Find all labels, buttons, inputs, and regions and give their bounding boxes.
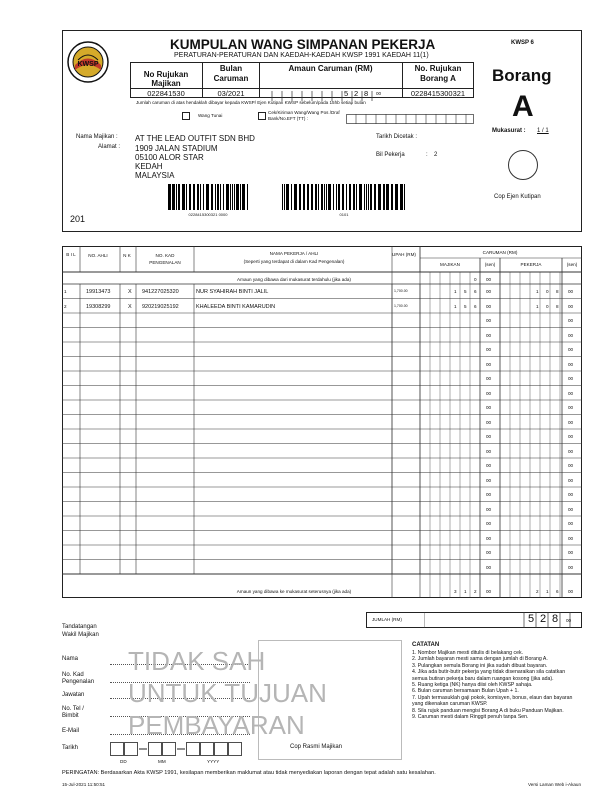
kwsp-logo	[66, 40, 110, 84]
cheque-label: Cek/Kiriman Wang/Wang Pos /Draf Bank/No.EFT (TT) :	[268, 110, 340, 121]
total-pekerja-digit-1: 2	[536, 589, 539, 594]
payment-note: Jumlah caruman di atas hendaklah dibayar kepada KWSP/ Ejen Kutipan KWSP sebelum/pada 15hb setiap bulan	[136, 100, 366, 105]
col-bil-header: B I L	[66, 252, 76, 257]
kad-label: No. Kad Pengenalan	[62, 672, 95, 685]
row-empty-sen1: 00	[486, 390, 492, 396]
catatan-item: 4. Jika ada butir-butir pekerja yang tidak disenaraikan sila catatkan semua butiran pekerja baru dalam ruangan kosong (jika ada).	[412, 669, 566, 682]
address-line-4: MALAYSIA	[135, 171, 175, 180]
workers-label: Bil Pekerja	[376, 152, 405, 158]
cash-checkbox[interactable]	[182, 112, 190, 120]
cheque-number-cells	[346, 111, 474, 121]
row-empty-sen2: 00	[568, 550, 574, 555]
ref-amaun-digit-1: 5	[344, 89, 349, 98]
row-empty-sen2: 00	[568, 477, 574, 483]
total-pekerja-digit-3: 6	[556, 589, 559, 594]
col-majikan-header: MAJIKAN	[440, 262, 460, 267]
employer-name: AT THE LEAD OUTFIT SDN BHD	[135, 134, 255, 143]
row-pekerja-digit: 0	[546, 303, 549, 309]
catatan-item: 8. Sila rujuk panduan mengisi Borang A di buku Panduan Majikan.	[412, 707, 564, 714]
ref-bulan-value: 03/2021	[217, 89, 245, 98]
ref-borang-value: 0228415300321	[410, 89, 466, 98]
barcode-2	[282, 184, 406, 214]
jumlah-sen: 00	[566, 618, 572, 623]
ref-amaun-header: Amaun Caruman (RM)	[288, 64, 373, 73]
workers-sep: :	[426, 152, 428, 158]
col-pekerja-header: PEKERJA	[520, 262, 542, 267]
row-nk: X	[128, 289, 132, 295]
row-empty-sen2: 00	[568, 332, 574, 338]
row-empty-sen1: 00	[486, 550, 492, 555]
col-sen1-header: (sen)	[484, 262, 496, 267]
row-empty-sen1: 00	[486, 434, 492, 439]
row-sen2: 00	[568, 289, 574, 294]
col-nama-subheader: (Seperti yang terdapat di dalam Kad Pengenalan)	[243, 259, 345, 264]
form-code: KWSP 6	[511, 40, 534, 46]
jumlah-digit-2: 2	[540, 613, 547, 625]
row-nama: KHALEEDA BINTI KAMARUDIN	[196, 303, 276, 310]
ref-amaun-sen: 00	[376, 91, 382, 96]
date-input-boxes[interactable]	[110, 742, 250, 756]
jawatan-label: Jawatan	[62, 692, 85, 698]
jumlah-cells	[424, 612, 582, 628]
watermark-line-3: PEMBAYARAN	[128, 710, 305, 740]
ref-borang-header: No. Rujukan Borang A	[414, 64, 462, 83]
catatan-item: 2. Jumlah bayaran mesti sama dengan jumlah di Borang A.	[412, 656, 548, 663]
row-upah: 1,700.00	[394, 289, 408, 293]
row-pekerja-digit: 8	[556, 303, 559, 309]
row-nk: X	[128, 303, 132, 310]
row-empty-sen2: 00	[568, 463, 574, 468]
col-nk-header: N K	[123, 253, 131, 258]
total-pekerja-digit-2: 1	[546, 589, 549, 594]
address-line-1: 1909 JALAN STADIUM	[135, 144, 218, 153]
row-empty-sen2: 00	[568, 564, 574, 570]
total-majikan-digit-2: 1	[464, 589, 467, 594]
row-pekerja-digit: 1	[536, 303, 539, 309]
row-empty-sen2: 00	[568, 448, 574, 454]
address-line-2: 05100 ALOR STAR	[135, 153, 204, 162]
total-sen2: 00	[568, 589, 574, 594]
total-carried-label: Amaun yang dibawa ke mukasurat seterusnya (jika ada)	[236, 589, 352, 594]
row-sen2: 00	[568, 303, 574, 309]
total-majikan-digit-1: 3	[454, 589, 457, 594]
row-empty-sen2: 00	[568, 506, 574, 512]
workers-value: 2	[434, 152, 438, 158]
catatan-item: 5. Ruang ketiga (NK) hanya diisi oleh KWSP sahaja.	[412, 682, 533, 689]
row-empty-sen2: 00	[568, 318, 574, 323]
col-nama-header: NAMA PEKERJA / AHLI	[269, 251, 319, 256]
row-nama: NUR SYAHIRAH BINTI JALIL	[196, 289, 269, 295]
cop-stamp-circle	[508, 150, 538, 180]
col-no-ahli-header: NO. AHLI	[88, 253, 108, 258]
carried-forward-label: Amaun yang dibawa dari mukasurat terdahulu (jika ada)	[237, 277, 351, 282]
catatan-item: 1. Nombor Majikan mesti ditulis di belakang cek.	[412, 650, 524, 656]
cop-label: Cop Ejen Kutipan	[494, 194, 541, 200]
row-empty-sen1: 00	[486, 405, 492, 410]
row-sen1: 00	[486, 303, 492, 309]
barcode-1-text: 0228415300321 0000	[188, 212, 228, 217]
mukasurat-label: Mukasurat :	[492, 128, 526, 134]
svg-text:KWSP: KWSP	[77, 61, 99, 68]
row-pekerja-digit: 1	[536, 289, 539, 294]
watermark-line-2: UNTUK TUJUAN	[128, 678, 327, 708]
printed-timestamp: 15-Jul-2021 11:50:51	[62, 782, 106, 787]
row-majikan-digit: 6	[474, 289, 477, 294]
col-sen2-header: (sen)	[566, 262, 578, 267]
col-kad-header: NO. KAD PENGENALAN	[149, 253, 181, 265]
row-kad: 941227025320	[142, 289, 179, 295]
row-kad: 920219025192	[142, 303, 179, 310]
row-no-ahli: 19913473	[86, 289, 111, 295]
signature-label-2: Wakil Majikan	[62, 632, 99, 638]
address-line-3: KEDAH	[135, 162, 163, 171]
ref-amaun-digit-3: 8	[364, 89, 369, 98]
row-empty-sen1: 00	[486, 521, 492, 526]
row-majikan-digit: 5	[464, 289, 467, 294]
col-upah-header: UPAH (RM)	[392, 252, 416, 257]
cash-label: Wang Tunai	[198, 113, 223, 118]
email-label: E-Mail	[62, 728, 80, 734]
row-number: 201	[70, 214, 86, 224]
row-empty-sen1: 00	[486, 332, 492, 338]
signature-label-1: Tandatangan	[62, 624, 97, 630]
col-caruman-header: CARUMAN (RM)	[482, 250, 518, 255]
row-empty-sen1: 00	[486, 463, 492, 468]
catatan-list	[412, 650, 582, 720]
employer-address-label: Alamat :	[98, 144, 121, 150]
web-version-label: Versi Laman Web i-Akaun	[528, 782, 582, 787]
row-empty-sen2: 00	[568, 347, 574, 352]
row-empty-sen2: 00	[568, 434, 574, 439]
ref-bulan-header: Bulan Caruman	[213, 64, 249, 83]
page-title: KUMPULAN WANG SIMPANAN PEKERJA	[170, 37, 436, 52]
barcode-1	[168, 184, 248, 214]
official-stamp-label: Cop Rasmi Majikan	[290, 744, 343, 750]
tel-label: No. Tel / Bimbit	[62, 706, 84, 719]
borang-label: Borang	[492, 66, 552, 85]
row-empty-sen1: 00	[486, 535, 492, 541]
row-empty-sen1: 00	[486, 477, 492, 483]
borang-letter: A	[512, 90, 534, 123]
row-pekerja-digit: 0	[546, 289, 549, 294]
peringatan-text: PERINGATAN: Berdasarkan Akta KWSP 1991, kesilapan memberikan maklumat atau tidak menyediakan laporan dengan tepat adalah satu kesalahan.	[62, 770, 436, 776]
page-subtitle: PERATURAN-PERATURAN DAN KAEDAH-KAEDAH KWSP 1991 KAEDAH 11(1)	[174, 52, 429, 59]
catatan-item: 9. Caruman mesti dalam Ringgit penuh tanpa Sen.	[412, 714, 529, 721]
row-empty-sen2: 00	[568, 521, 574, 526]
row-bil: 2	[64, 303, 67, 309]
ref-amaun-digit-cells	[262, 88, 392, 98]
row-empty-sen2: 00	[568, 390, 574, 396]
barcode-2-text: 0101	[339, 212, 349, 217]
row-empty-sen1: 00	[486, 376, 492, 381]
row-empty-sen1: 00	[486, 506, 492, 512]
ref-majikan-header: No Rujukan Majikan	[143, 70, 189, 88]
ref-amaun-digit-2: 2	[354, 89, 359, 98]
jumlah-label: JUMLAH (RM)	[372, 617, 402, 622]
watermark-line-1: TIDAK SAH	[128, 646, 266, 676]
row-empty-sen1: 00	[486, 318, 492, 323]
row-empty-sen1: 00	[486, 347, 492, 352]
jumlah-digit-3: 8	[552, 613, 559, 625]
total-majikan-digit-3: 2	[474, 589, 477, 594]
catatan-title: CATATAN	[412, 642, 440, 648]
row-empty-sen2: 00	[568, 376, 574, 381]
row-empty-sen1: 00	[486, 564, 492, 570]
row-empty-sen2: 00	[568, 405, 574, 410]
row-empty-sen1: 00	[486, 492, 492, 497]
row-empty-sen2: 00	[568, 492, 574, 497]
row-empty-sen1: 00	[486, 448, 492, 454]
row-majikan-digit: 6	[474, 303, 477, 309]
carried-sen: 00	[486, 277, 492, 282]
catatan-item: 7. Upah termasuklah gaji pokok, komisyen, bonus, elaun dan bayaran yang dikenakan caruman KWSP.	[412, 694, 573, 708]
date-dd-label: DD	[120, 759, 127, 764]
row-empty-sen2: 00	[568, 535, 574, 541]
catatan-item: 6. Bulan caruman bersamaan Bulan Upah + 1.	[412, 688, 519, 695]
cheque-checkbox[interactable]	[258, 112, 266, 120]
printed-date-label: Tarikh Dicetak :	[376, 134, 418, 140]
date-mm-label: MM	[158, 759, 166, 764]
date-yyyy-label: YYYY	[207, 759, 220, 764]
carried-majikan-digit: 0	[474, 277, 477, 282]
row-empty-sen2: 00	[568, 419, 574, 425]
catatan-item: 3. Pulangkan semula Borang ini jika sudah dibuat bayaran.	[412, 662, 548, 669]
row-majikan-digit: 1	[454, 289, 457, 294]
total-sen1: 00	[486, 589, 492, 594]
mukasurat-value: 1 / 1	[537, 128, 549, 134]
row-empty-sen2: 00	[568, 361, 574, 367]
row-empty-sen1: 00	[486, 419, 492, 425]
tarikh-label: Tarikh	[62, 745, 79, 751]
table-grid	[62, 246, 582, 598]
row-sen1: 00	[486, 289, 492, 294]
jumlah-digit-1: 5	[528, 613, 535, 625]
row-upah: 1,700.00	[394, 303, 408, 308]
nama-label: Nama	[62, 656, 79, 662]
row-majikan-digit: 5	[464, 303, 467, 309]
row-empty-sen1: 00	[486, 361, 492, 367]
row-majikan-digit: 1	[454, 303, 457, 309]
row-no-ahli: 19308299	[86, 303, 111, 310]
row-bil: 1	[64, 289, 67, 294]
ref-majikan-value: 022841530	[147, 89, 185, 98]
employer-name-label: Nama Majikan :	[76, 134, 118, 140]
row-pekerja-digit: 8	[556, 289, 559, 294]
